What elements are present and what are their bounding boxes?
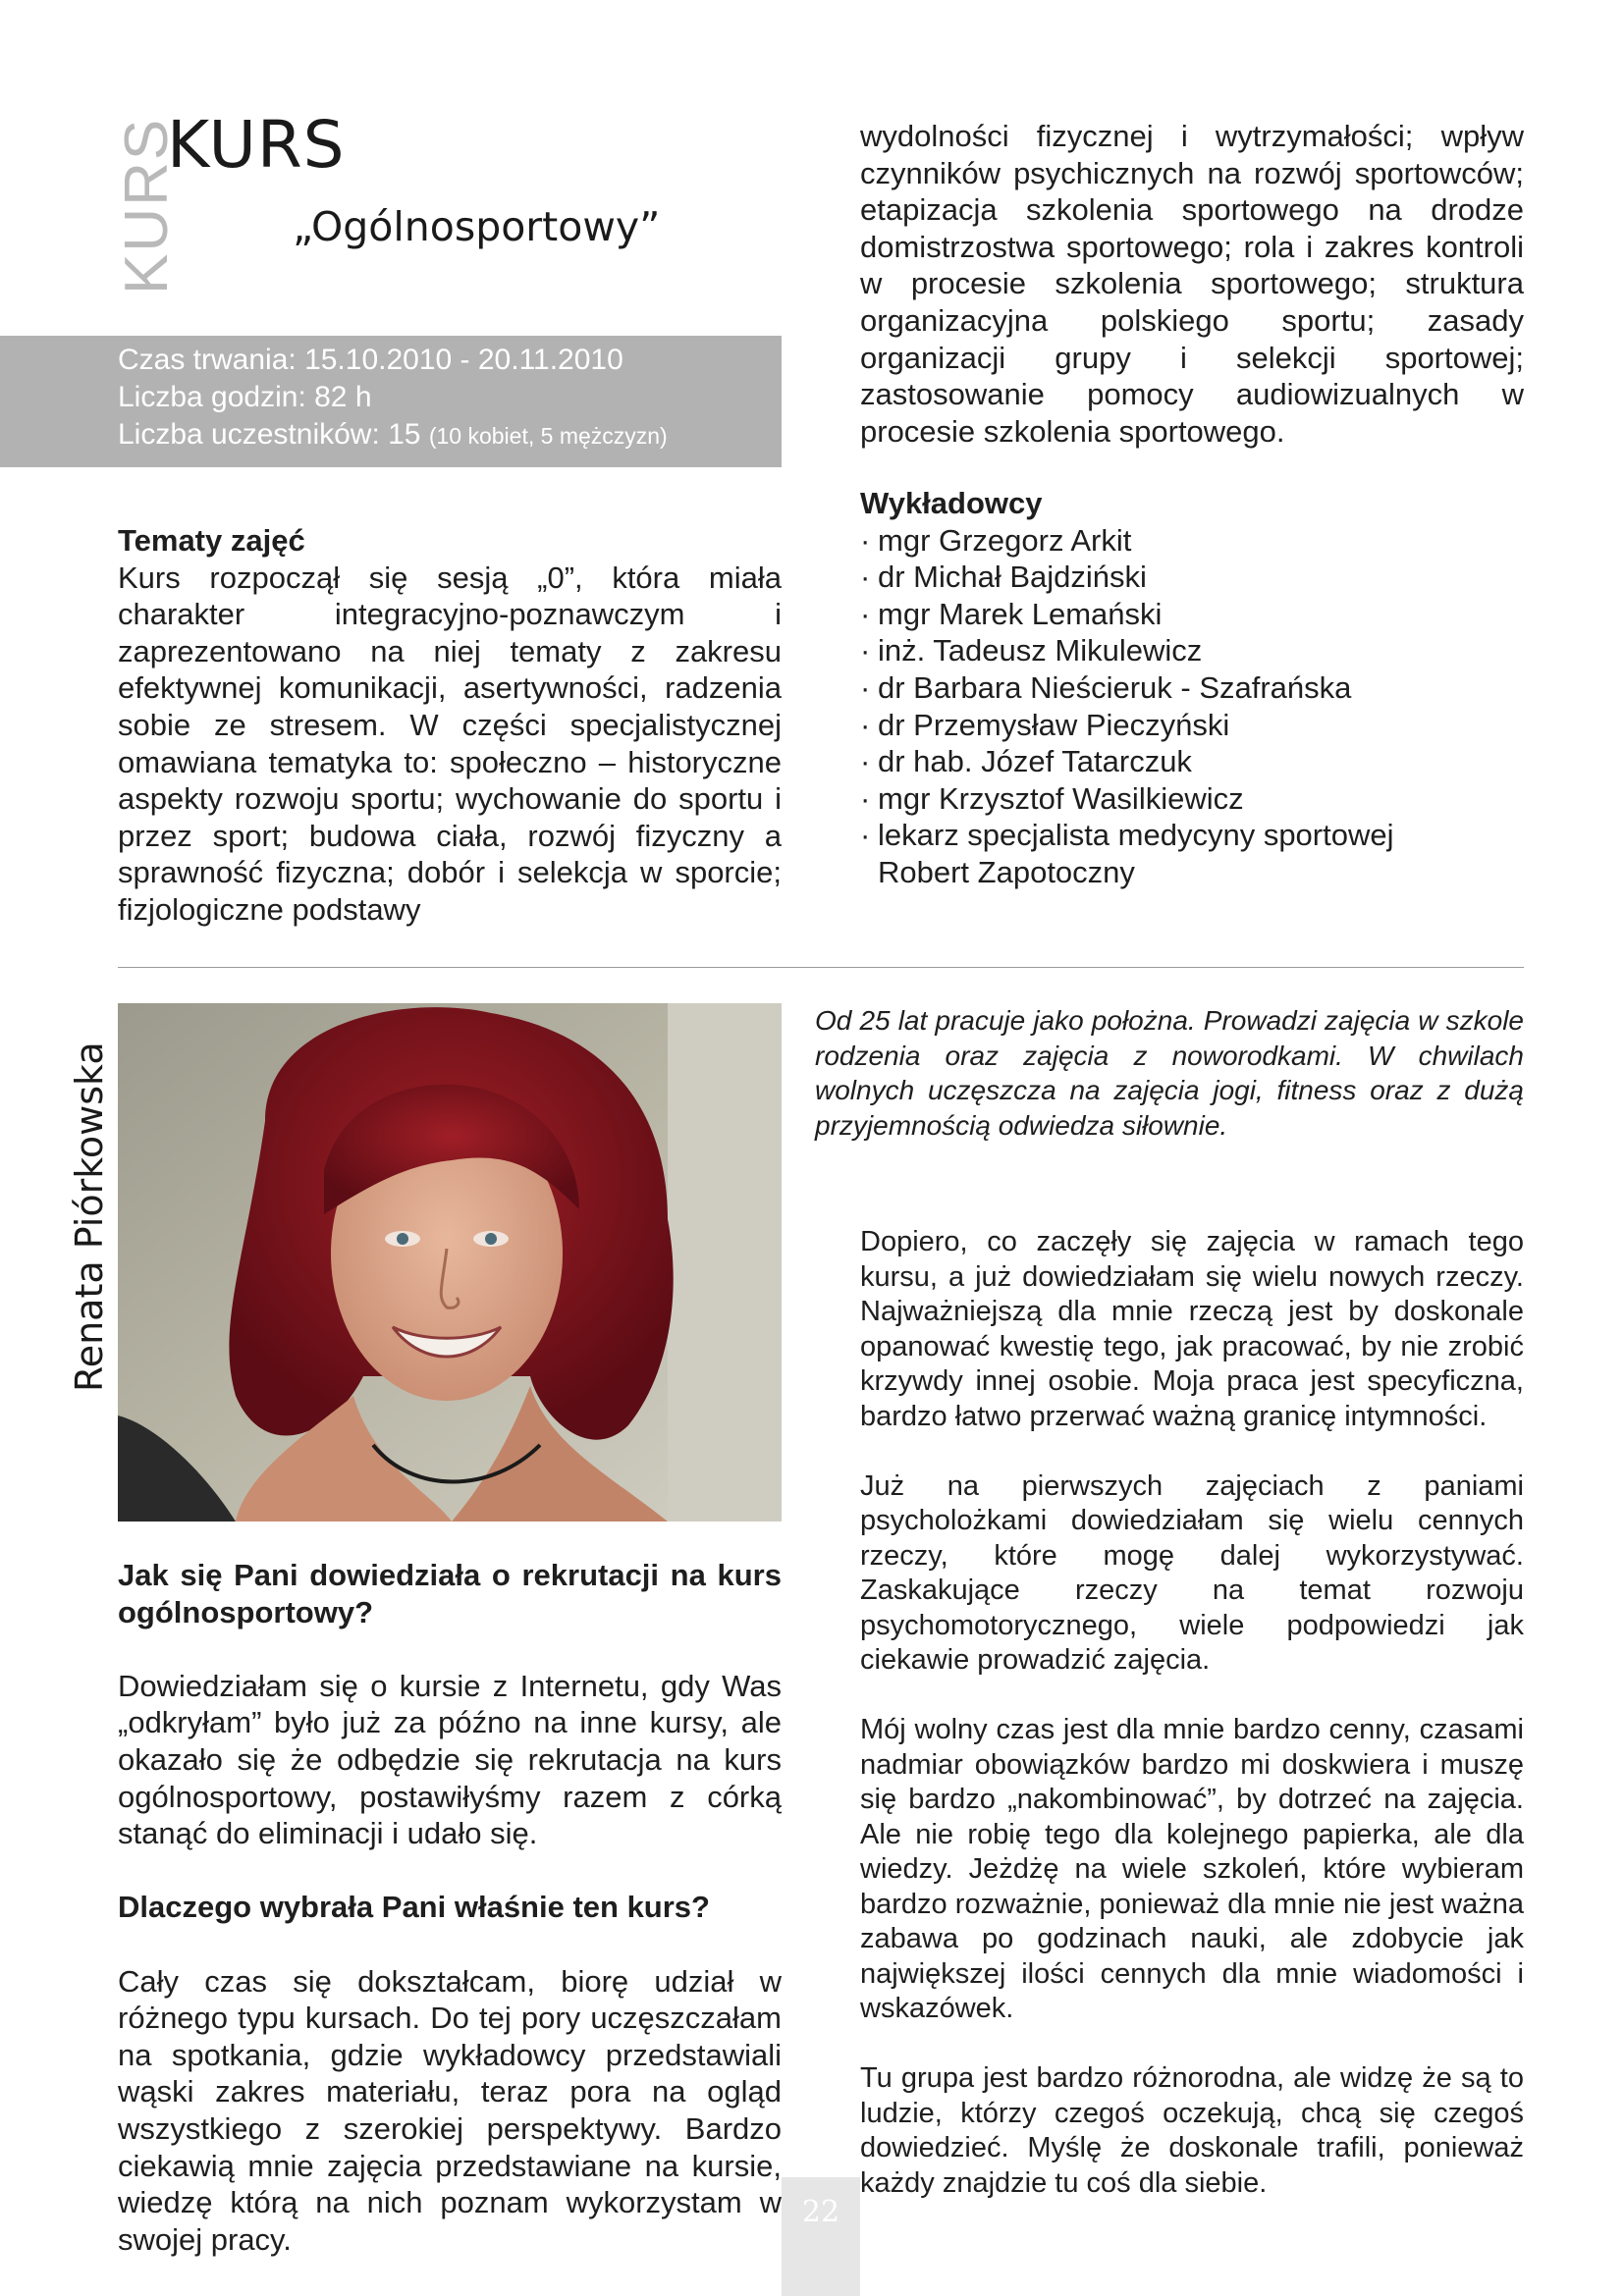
profile-name: Renata Piórkowska [68,1041,111,1392]
bullet: · [860,744,871,779]
interview-question-1: Jak się Pani dowiedziała o rekrutacji na kurs ogólnosportowy? [118,1558,782,1629]
course-participants [118,416,668,454]
vertical-kurs-label: KURS [113,117,181,294]
course-hours: Liczba godzin: 82 h [118,381,372,413]
interview-question-2: Dlaczego wybrała Pani właśnie ten kurs? [118,1890,710,1925]
lecturer-name: dr Michał Bajdziński [878,560,1147,595]
page-title: KURS [167,107,346,183]
bullet: · [860,560,871,595]
lecturer-name: Robert Zapotoczny [878,854,1135,889]
lecturers-list [860,522,1524,891]
profile-photo [118,1003,782,1522]
lecturer-item [860,780,1524,818]
topics-continued-text: wydolności fizycznej i wytrzymałości; wpływ czynników psychicznych na rozwój sportowców; etapizacja szkolenia sportowego na drodze domistrzostwa sportowego; rola i zakres kontroli w procesie szkolenia sportowego; struktura organizacyjna polskiego sportu; zasady organizacji grupy i selekcji sportowej; zastosowanie pomocy audiowizualnych w procesie szkolenia sportowego. [860,119,1524,449]
interview-paragraph-1: Dopiero, co zaczęły się zajęcia w ramach tego kursu, a już dowiedziałam się wielu nowych rzeczy. Najważniejszą dla mnie rzeczą jest by doskonale opanować kwestię tego, jak pracować, by nie zrobić krzywdy innej osobie. Moja praca jest specyficzna, bardzo łatwo przerwać ważną granicę intymności. [860,1226,1524,1432]
participants-count: Liczba uczestników: 15 [118,418,429,451]
lecturer-item [860,632,1524,669]
lecturer-item [860,669,1524,707]
lecturer-item [860,559,1524,596]
interview-answer-1: Dowiedziałam się o kursie z Internetu, gdy Was „odkryłam” było już za późno na inne kursy, ale okazało się że odbędzie się rekrutacja na kurs ogólnosportowy, postawiłyśmy razem z córką stanąć do eliminacji i udało się. [118,1668,782,1851]
topics-section [118,522,782,929]
lecturer-item [860,743,1524,780]
lecturer-name: inż. Tadeusz Mikulewicz [878,633,1203,668]
bullet: · [860,633,871,668]
bullet: · [860,818,871,853]
lecturer-item [860,817,1524,854]
interview-right [860,1225,1524,2201]
lecturer-item [860,596,1524,633]
topics-heading: Tematy zajęć [118,523,305,558]
topics-continued-section [860,118,1524,450]
lecturer-name: mgr Marek Lemański [878,596,1163,631]
course-info-box [0,336,782,467]
lecturer-name: dr Barbara Nieścieruk - Szafrańska [878,669,1352,705]
interview-paragraph-3: Mój wolny czas jest dla mnie bardzo cenny, czasami nadmiar obowiązków bardzo mi doskwiera i muszę się bardzo „nakombinować”, by dotrzeć na zajęcia. Ale nie robię tego dla kolejnego papierka, ale dla wiedzy. Jeżdżę na wiele szkoleń, które wybieram bardzo rozważnie, ponieważ dla mnie nie jest ważna zabawa po godzinach nauki, ale zdobycie jak największej ilości cennych dla mnie wiadomości i wskazówek. [860,1714,1524,2024]
bullet: · [860,780,871,816]
section-divider [118,967,1524,968]
lecturer-item-continuation [860,854,1524,891]
course-duration: Czas trwania: 15.10.2010 - 20.11.2010 [118,344,623,376]
interview-paragraph-4: Tu grupa jest bardzo różnorodna, ale widzę że są to ludzie, którzy czegoś oczekują, chcą się czegoś dowiedzieć. Myślę że doskonale trafili, ponieważ każdy znajdzie tu coś dla siebie. [860,2062,1524,2199]
interview-paragraph-2: Już na pierwszych zajęciach z paniami psycholożkami dowiedziałam się wielu cennych rzeczy, które mogę dalej wykorzystywać. Zaskakujące rzeczy na temat rozwoju psychomotorycznego, wiele podpowiedzi jak ciekawie prowadzić zajęcia. [860,1469,1524,1676]
lecturer-name: dr hab. Józef Tatarczuk [878,744,1192,779]
portrait-image [118,1003,782,1522]
page-subtitle: „Ogólnosportowy” [293,203,661,250]
page-number: 22 [801,2195,840,2229]
profile-bio [815,1003,1524,1143]
lecturer-item [860,522,1524,560]
lecturer-name: lekarz specjalista medycyny sportowej [878,818,1394,853]
bullet: · [860,669,871,705]
lecturers-heading: Wykładowcy [860,486,1043,520]
interview-left [118,1557,782,2258]
bullet: · [860,707,871,742]
page-number-box [782,2177,860,2296]
profile-bio-text: Od 25 lat pracuje jako położna. Prowadzi zajęcia w szkole rodzenia oraz zajęcia z noworodkami. W chwilach wolnych uczęszcza na zajęcia jogi, fitness oraz z dużą przyjemnością odwiedza siłownie. [815,1005,1524,1141]
bullet: · [860,522,871,558]
bullet: · [860,596,871,631]
lecturer-name: mgr Krzysztof Wasilkiewicz [878,780,1244,816]
interview-answer-2: Cały czas się dokształcam, biorę udział w różnego typu kursach. Do tej pory uczęszczałam na spotkania, gdzie wykładowcy przedstawiali wąski zakres materiału, teraz pora na ogląd wszystkiego z szerokiej perspektywy. Bardzo ciekawią mnie zajęcia przedstawiane na kursie, wiedzę którą na nich poznam wykorzystam w swojej pracy. [118,1963,782,2257]
lecturer-name: dr Przemysław Pieczyński [878,707,1230,742]
lecturers-section [860,485,1524,891]
lecturer-name: mgr Grzegorz Arkit [878,522,1132,558]
lecturer-item [860,707,1524,744]
participants-detail: (10 kobiet, 5 mężczyzn) [428,423,668,449]
topics-text: Kurs rozpoczął się sesją „0”, która miała charakter integracyjno-poznawczym i zaprezentowano na niej tematy z zakresu efektywnej komunikacji, asertywności, radzenia sobie ze stresem. W części specjalistycznej omawiana tematyka to: społeczno – historyczne aspekty rozwoju sportu; wychowanie do sportu i przez sport; budowa ciała, rozwój fizyczny a sprawność fizyczna; dobór i selekcja w sporcie; fizjologiczne podstawy [118,560,782,927]
